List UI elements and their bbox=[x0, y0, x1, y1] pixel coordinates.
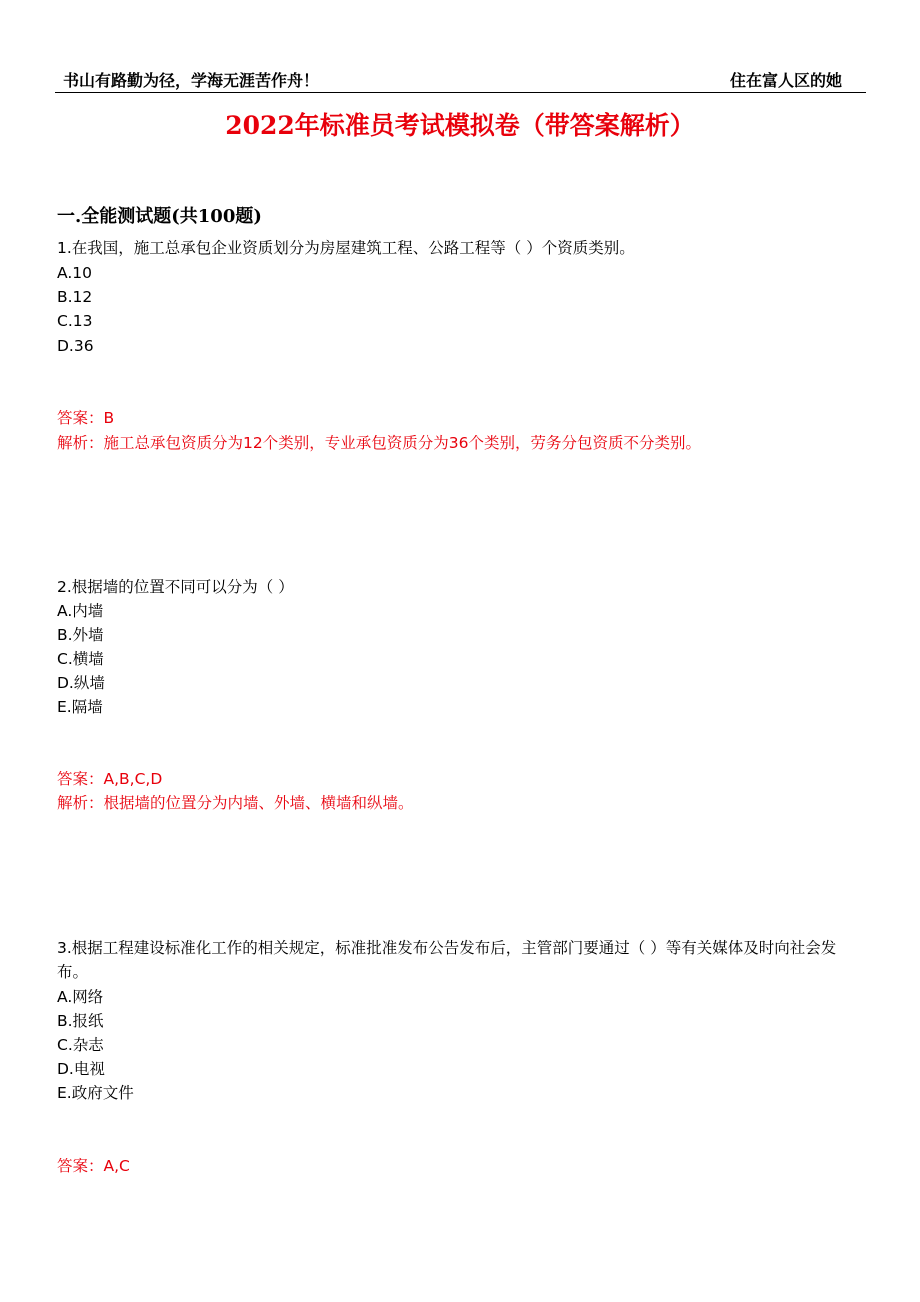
question-1-answer: 答案：B bbox=[57, 409, 115, 427]
question-3-answer: 答案：A,C bbox=[57, 1157, 130, 1175]
question-2-answer: 答案：A,B,C,D bbox=[57, 770, 163, 788]
question-1-option-d: D.36 bbox=[57, 337, 94, 355]
header-motto: 书山有路勤为径，学海无涯苦作舟！ bbox=[63, 71, 320, 90]
question-2-option-e: E.隔墙 bbox=[57, 698, 103, 716]
question-2-option-c: C.横墙 bbox=[57, 650, 104, 668]
question-2-stem: 2.根据墙的位置不同可以分为（ ） bbox=[57, 578, 294, 596]
document-title: 2022年标准员考试模拟卷（带答案解析） bbox=[225, 111, 695, 140]
question-3-option-b: B.报纸 bbox=[57, 1012, 104, 1030]
question-3-option-a: A.网络 bbox=[57, 988, 104, 1006]
header-author: 住在富人区的她 bbox=[729, 71, 842, 90]
question-3-option-c: C.杂志 bbox=[57, 1036, 104, 1054]
question-1-option-b: B.12 bbox=[57, 288, 93, 306]
question-2-analysis: 解析：根据墙的位置分为内墙、外墙、横墙和纵墙。 bbox=[57, 794, 414, 812]
question-2-option-b: B.外墙 bbox=[57, 626, 104, 644]
question-3-option-d: D.电视 bbox=[57, 1060, 105, 1078]
question-2-option-d: D.纵墙 bbox=[57, 674, 105, 692]
question-1-stem: 1.在我国，施工总承包企业资质划分为房屋建筑工程、公路工程等（ ）个资质类别。 bbox=[57, 239, 635, 257]
question-3-option-e: E.政府文件 bbox=[57, 1084, 134, 1102]
page-header bbox=[55, 66, 866, 93]
section-title: 一.全能测试题(共100题) bbox=[57, 206, 262, 227]
question-2-option-a: A.内墙 bbox=[57, 602, 104, 620]
question-1-option-c: C.13 bbox=[57, 312, 93, 330]
question-1-option-a: A.10 bbox=[57, 264, 92, 282]
question-1-analysis: 解析：施工总承包资质分为12个类别，专业承包资质分为36个类别，劳务分包资质不分类别。 bbox=[57, 434, 701, 452]
question-3-stem: 3.根据工程建设标准化工作的相关规定，标准批准发布公告发布后，主管部门要通过（ ）等有关媒体及时向社会发布。 bbox=[57, 939, 837, 981]
